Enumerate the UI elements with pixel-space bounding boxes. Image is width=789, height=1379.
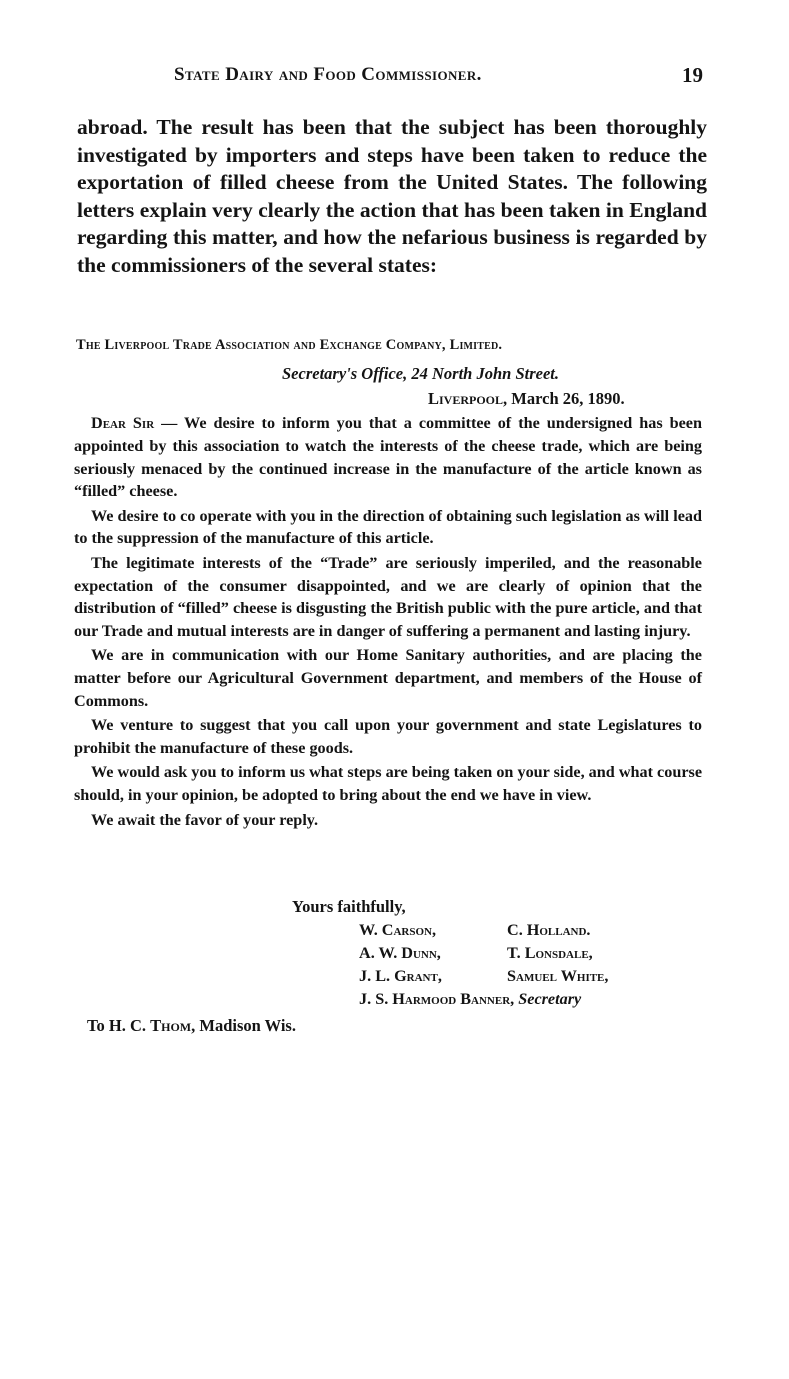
letterhead: The Liverpool Trade Association and Exchange Company, Limited. — [76, 337, 503, 353]
signatory: A. W. Dunn, — [359, 944, 441, 962]
letter-paragraph: The legitimate interests of the “Trade” are seriously imperiled, and the reasonable expectation of the consumer disappointed, and we are clearly of opinion that the distribution of “filled” cheese is disgusting the British public with the pure article, and that our Trade and mutual interests are in danger of suffering a permanent and lasting injury. — [74, 553, 702, 641]
signatory: C. Holland. — [507, 921, 591, 939]
addressee — [87, 1016, 296, 1036]
dateline — [428, 389, 625, 409]
running-head-title: State Dairy and Food Commissioner. — [174, 64, 482, 85]
date-city: Liverpool, — [428, 389, 508, 408]
letter-paragraph: We await the favor of your reply. — [91, 810, 319, 829]
signatory — [359, 990, 581, 1009]
letter-paragraph: We venture to suggest that you call upon your government and state Legislatures to prohibit the manufacture of these goods. — [74, 716, 702, 758]
letter-paragraph: We would ask you to inform us what steps are being taken on your side, and what course should, in your opinion, be adopted to bring about the end we have in view. — [74, 763, 703, 805]
letter-paragraph: We are in communication with our Home Sanitary authorities, and are placing the matter before our Agricultural Government department, and members of the House of Commons. — [74, 646, 702, 711]
closing: Yours faithfully, — [292, 897, 406, 916]
letter-paragraph: We desire to co operate with you in the direction of obtaining such legislation as will lead to the suppression of the manufacture of this article. — [74, 506, 702, 548]
signatory: J. L. Grant, — [359, 967, 442, 985]
signatory: W. Carson, — [359, 921, 437, 939]
addressee-prefix: To H. C. — [87, 1016, 146, 1035]
addressee-place: Madison Wis. — [199, 1016, 296, 1035]
signatory: Samuel White, — [507, 967, 609, 985]
running-head — [0, 64, 789, 94]
office-address: Secretary's Office, 24 North John Street. — [282, 364, 559, 383]
date: March 26, 1890. — [511, 389, 625, 408]
signatory-name: J. S. Harmood Banner, — [359, 990, 515, 1008]
letter-body — [74, 412, 702, 833]
letter-paragraph-text: — We desire to inform you that a committee of the undersigned has been appointed by this association to watch the interests of the cheese trade, which are being seriously menaced by the continued increase in the manufacture of the article known as “filled” cheese. — [74, 414, 702, 501]
salutation: Dear Sir — [91, 414, 155, 432]
signatory-title: Secretary — [518, 990, 582, 1008]
addressee-name: Thom, — [150, 1016, 196, 1035]
intro-paragraph: abroad. The result has been that the subject has been thoroughly investigated by importers and steps have been taken to reduce the exportation of filled cheese from the United States. The following letters explain very clearly the action that has been taken in England regarding this matter, and how the nefarious business is regarded by the commissioners of the several states: — [77, 115, 707, 277]
page-number: 19 — [682, 63, 703, 87]
letter-paragraph — [74, 412, 702, 503]
signatory: T. Lonsdale, — [507, 944, 593, 962]
